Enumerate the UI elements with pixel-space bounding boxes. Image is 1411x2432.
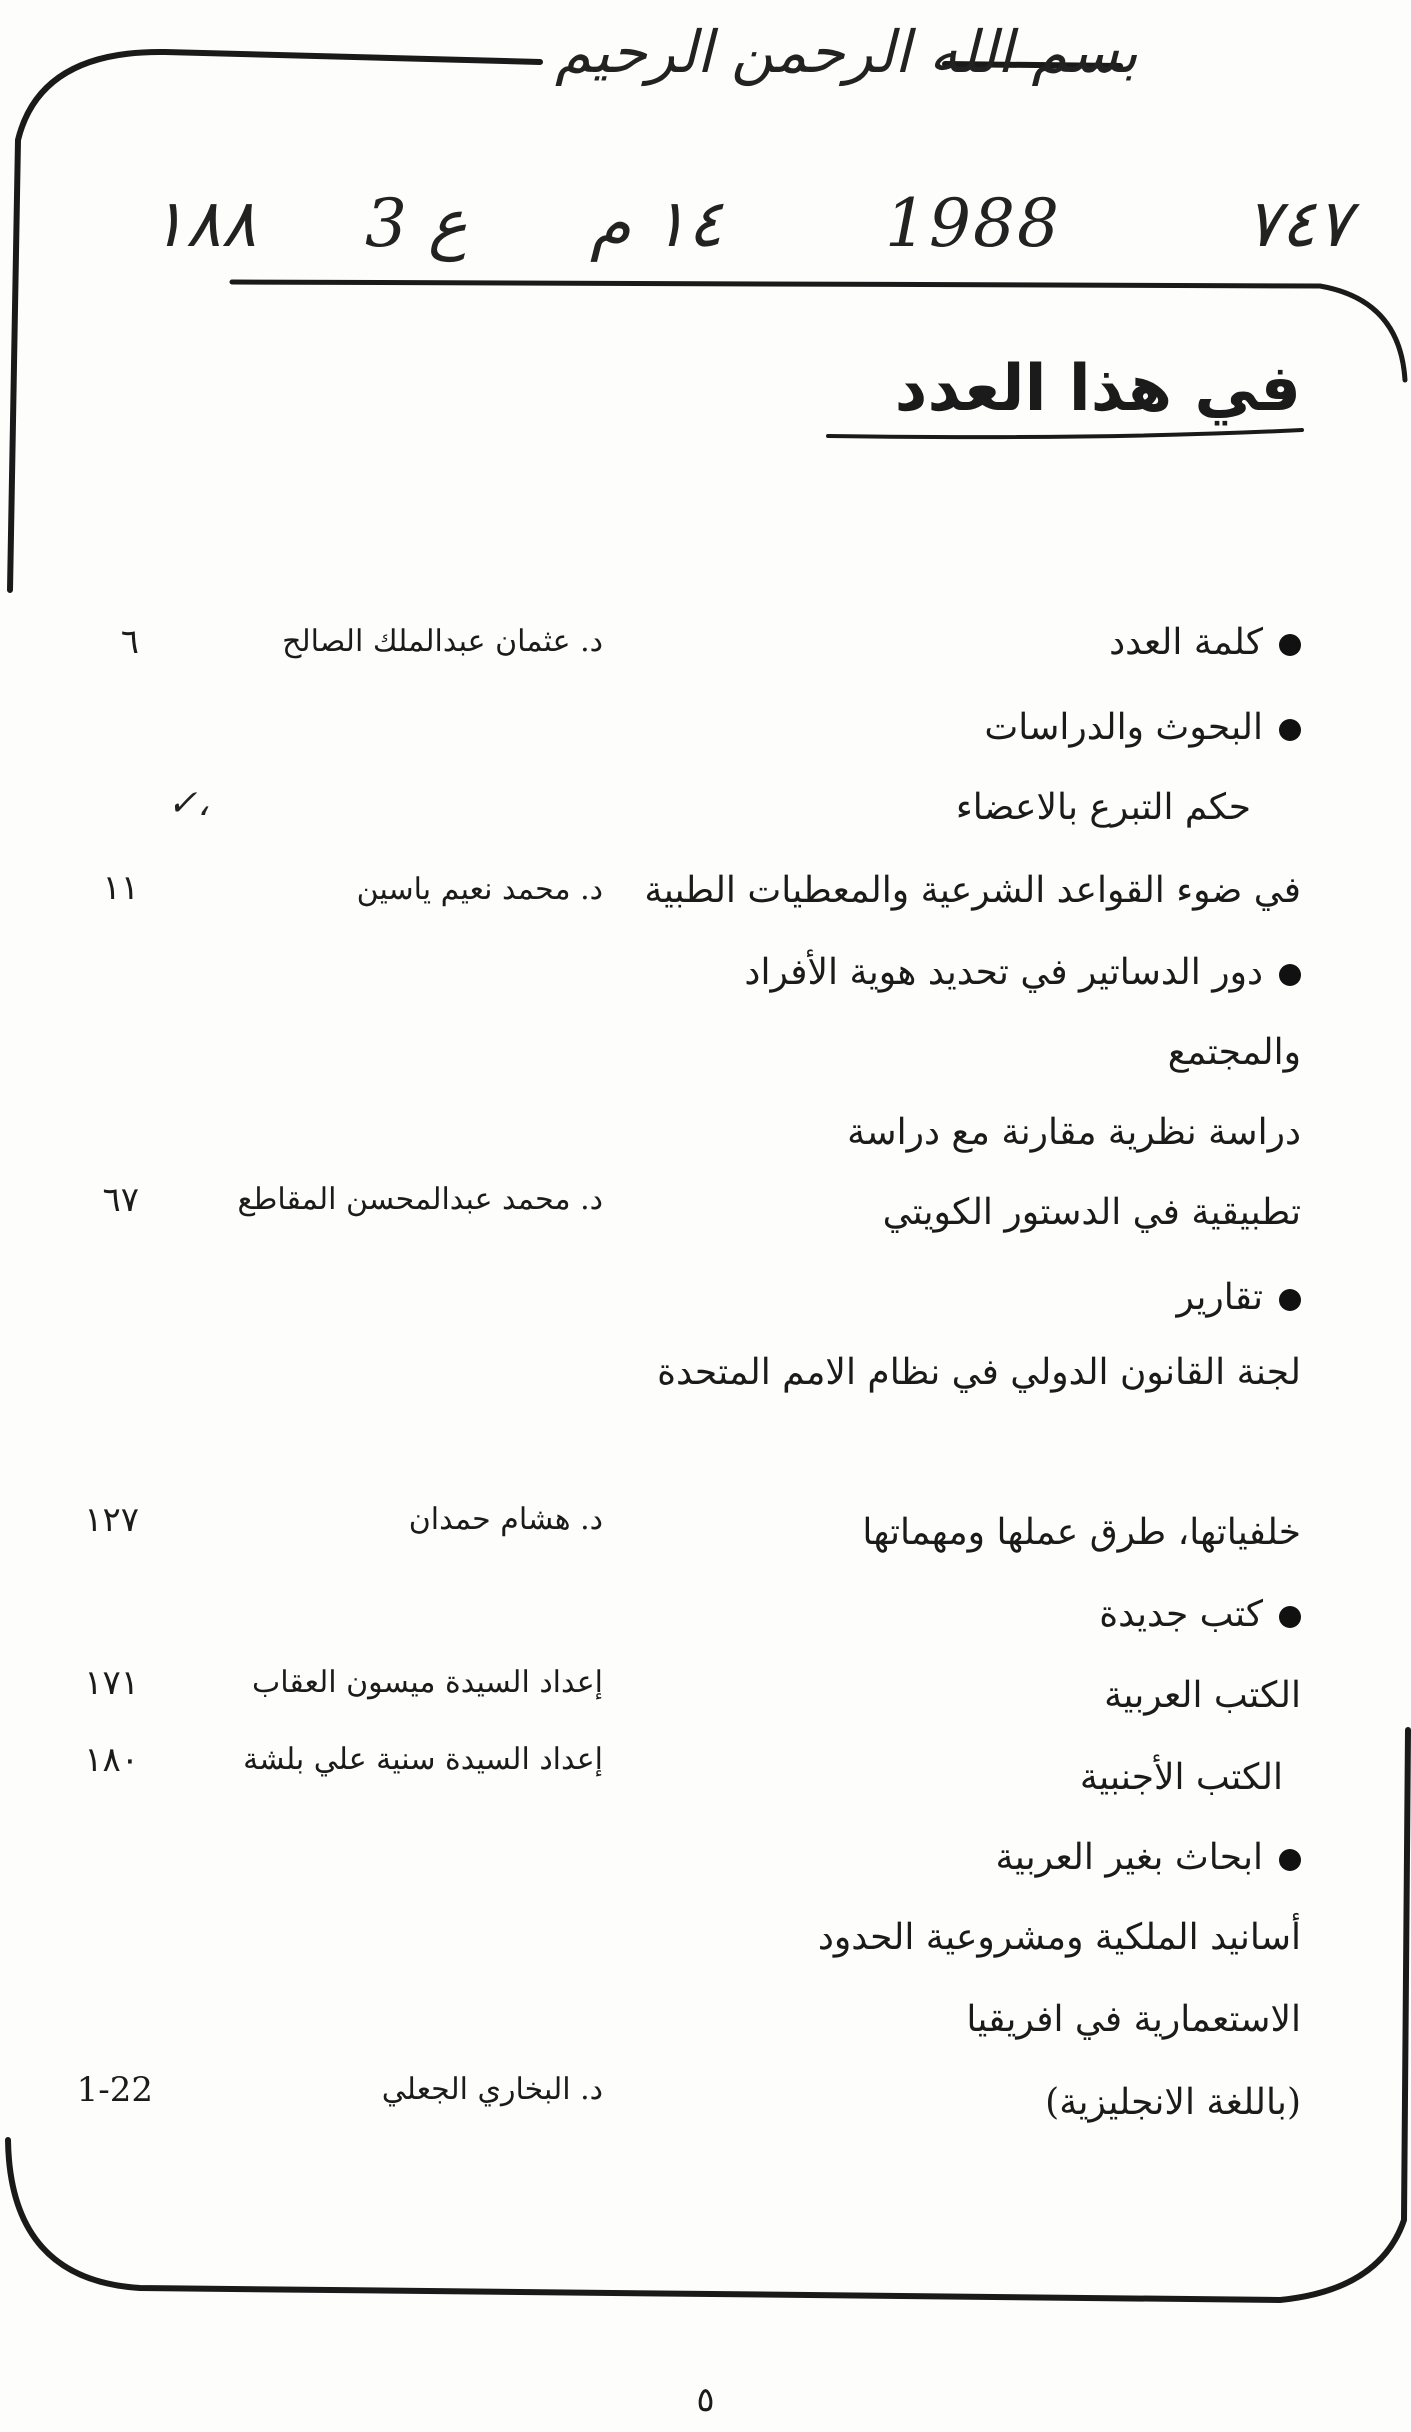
- toc-title: كتب جديدة: [1099, 1594, 1263, 1635]
- handwritten-ref-d: ٧٤٧: [1245, 185, 1352, 262]
- toc-page-number: ١٧١: [84, 1663, 139, 1703]
- basmala-calligraphy: بسم الله الرحمن الرحيم: [555, 18, 1138, 86]
- toc-title: حكم التبرع بالاعضاء: [955, 787, 1251, 828]
- bullet-icon: [1279, 1606, 1301, 1628]
- toc-author: د. محمد نعيم ياسين: [356, 872, 603, 907]
- toc-author: د. محمد عبدالمحسن المقاطع: [237, 1182, 603, 1217]
- bullet-icon: [1279, 1849, 1301, 1871]
- toc-page-number: 1-22: [76, 2070, 153, 2110]
- toc-entry-organ-donation: [955, 787, 1251, 828]
- toc-title: لجنة القانون الدولي في نظام الامم المتحدة: [657, 1352, 1301, 1393]
- toc-section-non-arabic: [995, 1837, 1301, 1878]
- handwritten-year: 1988: [885, 185, 1061, 262]
- handwritten-ref-a: ١٨٨: [150, 185, 257, 262]
- toc-entry-constitutions-cont: [1167, 1032, 1301, 1073]
- toc-entry-ilc-cont: [862, 1512, 1301, 1553]
- toc-title: ابحاث بغير العربية: [995, 1837, 1263, 1878]
- page-number: ٥: [696, 2380, 715, 2420]
- toc-title: تطبيقية في الدستور الكويتي: [882, 1192, 1301, 1233]
- toc-author: إعداد السيدة سنية علي بلشة: [243, 1742, 603, 1777]
- bullet-icon: [1279, 1289, 1301, 1311]
- handwritten-check-mark: ✓،: [167, 783, 209, 824]
- toc-section-research: [984, 707, 1301, 748]
- toc-author: د. عثمان عبدالملك الصالح: [282, 624, 603, 659]
- toc-title: تقارير: [1176, 1277, 1263, 1318]
- toc-page-number: ١٢٧: [84, 1500, 139, 1540]
- toc-title: دراسة نظرية مقارنة مع دراسة: [847, 1112, 1301, 1153]
- toc-page-number: ١١: [102, 868, 139, 908]
- toc-entry-editorial: [1109, 622, 1301, 663]
- toc-title: (باللغة الانجليزية): [1045, 2082, 1301, 2123]
- toc-entry-colonial-borders-cont: [966, 1999, 1301, 2040]
- toc-author: د. البخاري الجعلي: [381, 2072, 603, 2107]
- toc-author: إعداد السيدة ميسون العقاب: [252, 1665, 603, 1700]
- toc-title: والمجتمع: [1167, 1032, 1301, 1073]
- bullet-icon: [1279, 964, 1301, 986]
- toc-title: البحوث والدراسات: [984, 707, 1263, 748]
- toc-section-reports: [1176, 1277, 1301, 1318]
- toc-page-number: ٦: [120, 622, 139, 662]
- toc-entry-colonial-borders: [817, 1917, 1301, 1958]
- toc-page-number: ٦٧: [102, 1180, 139, 1220]
- toc-page-number: ١٨٠: [84, 1740, 139, 1780]
- toc-entry-english-language: [1045, 2082, 1301, 2123]
- bullet-icon: [1279, 634, 1301, 656]
- toc-title: خلفياتها، طرق عملها ومهماتها: [862, 1512, 1301, 1553]
- toc-title: في ضوء القواعد الشرعية والمعطيات الطبية: [644, 870, 1301, 911]
- toc-entry-constitutions: [744, 952, 1301, 993]
- toc-author: د. هشام حمدان: [408, 1502, 603, 1537]
- toc-title: أسانيد الملكية ومشروعية الحدود: [817, 1917, 1301, 1958]
- toc-title: كلمة العدد: [1109, 622, 1263, 663]
- toc-entry-constitutions-study: [847, 1112, 1301, 1153]
- handwritten-ref-c: ١٤ م: [590, 185, 723, 262]
- toc-title: الاستعمارية في افريقيا: [966, 1999, 1301, 2040]
- toc-entry-organ-donation-cont: [644, 870, 1301, 911]
- toc-title: الكتب الأجنبية: [1079, 1757, 1283, 1798]
- toc-entry-foreign-books: [1079, 1757, 1283, 1798]
- toc-title: دور الدساتير في تحديد هوية الأفراد: [744, 952, 1263, 993]
- toc-section-new-books: [1099, 1594, 1301, 1635]
- heading-underline: [828, 430, 1302, 437]
- top-rule-left: [10, 52, 540, 590]
- handwritten-ref-b: 3 ع: [365, 185, 468, 262]
- toc-entry-constitutions-study-cont: [882, 1192, 1301, 1233]
- toc-entry-ilc: [657, 1352, 1301, 1393]
- page-heading: في هذا العدد: [894, 352, 1301, 426]
- bullet-icon: [1279, 719, 1301, 741]
- toc-entry-arabic-books: [1104, 1675, 1301, 1716]
- toc-title: الكتب العربية: [1104, 1675, 1301, 1716]
